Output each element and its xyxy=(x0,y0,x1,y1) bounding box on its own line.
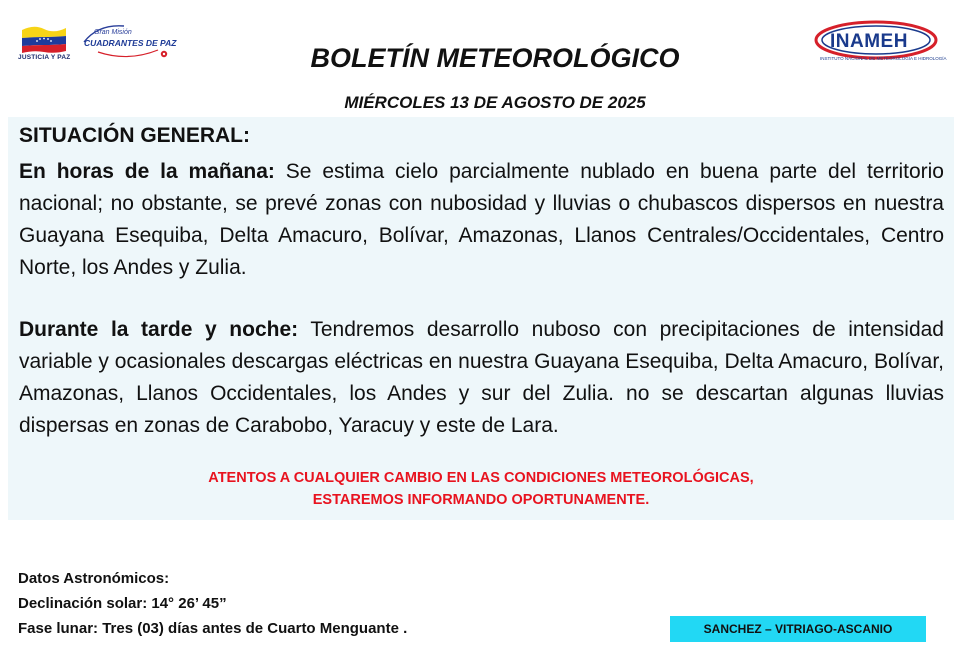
alert-line-1: ATENTOS A CUALQUIER CAMBIO EN LAS CONDICIONES METEOROLÓGICAS, xyxy=(208,470,754,486)
evening-text: Tendremos desarrollo nuboso con precipitaciones de intensidad variable y ocasionales descargas eléctricas en nuestra Guayana Esequiba, Delta Amacuro, Bolívar, Amazonas, Llanos Occidentales, los Andes y sur del Zulia. no se descartan algunas lluvias dispersas en zonas de Carabobo, Yaracuy y este de Lara. xyxy=(19,318,944,437)
alert-line-2: ESTAREMOS INFORMANDO OPORTUNAMENTE. xyxy=(312,492,650,508)
page-title: BOLETÍN METEOROLÓGICO xyxy=(310,43,680,73)
evening-paragraph xyxy=(19,314,944,442)
bulletin-date: MIÉRCOLES 13 DE AGOSTO DE 2025 xyxy=(344,93,646,112)
authors-badge: SANCHEZ – VITRIAGO-ASCANIO xyxy=(670,616,926,642)
solar-declination: Declinación solar: 14° 26’ 45” xyxy=(18,595,227,612)
moon-phase: Fase lunar: Tres (03) días antes de Cuarto Menguante . xyxy=(18,620,408,637)
inameh-subtitle: INSTITUTO NACIONAL DE METEOROLOGÍA E HIDROLOGÍA xyxy=(820,56,947,61)
astro-heading: Datos Astronómicos: xyxy=(18,570,170,587)
evening-label: Durante la tarde y noche: xyxy=(19,318,299,341)
mission-line1: Gran Misión xyxy=(94,29,132,36)
mission-line2: CUADRANTES DE PAZ xyxy=(84,38,177,48)
inameh-wordmark: INAMEH xyxy=(830,31,908,52)
situation-heading: SITUACIÓN GENERAL: xyxy=(19,124,250,147)
morning-paragraph xyxy=(19,156,944,284)
justicia-paz-caption: JUSTICIA Y PAZ xyxy=(18,54,71,61)
morning-text: Se estima cielo parcialmente nublado en buena parte del territorio nacional; no obstante, se prevé zonas con nubosidad y lluvias o chubascos dispersos en nuestra Guayana Esequiba, Delta Amacuro, Bolívar, Amazonas, Llanos Centrales/Occidentales, Centro Norte, los Andes y Zulia. xyxy=(19,160,944,279)
situation-panel xyxy=(8,117,954,520)
morning-label: En horas de la mañana: xyxy=(19,160,275,183)
